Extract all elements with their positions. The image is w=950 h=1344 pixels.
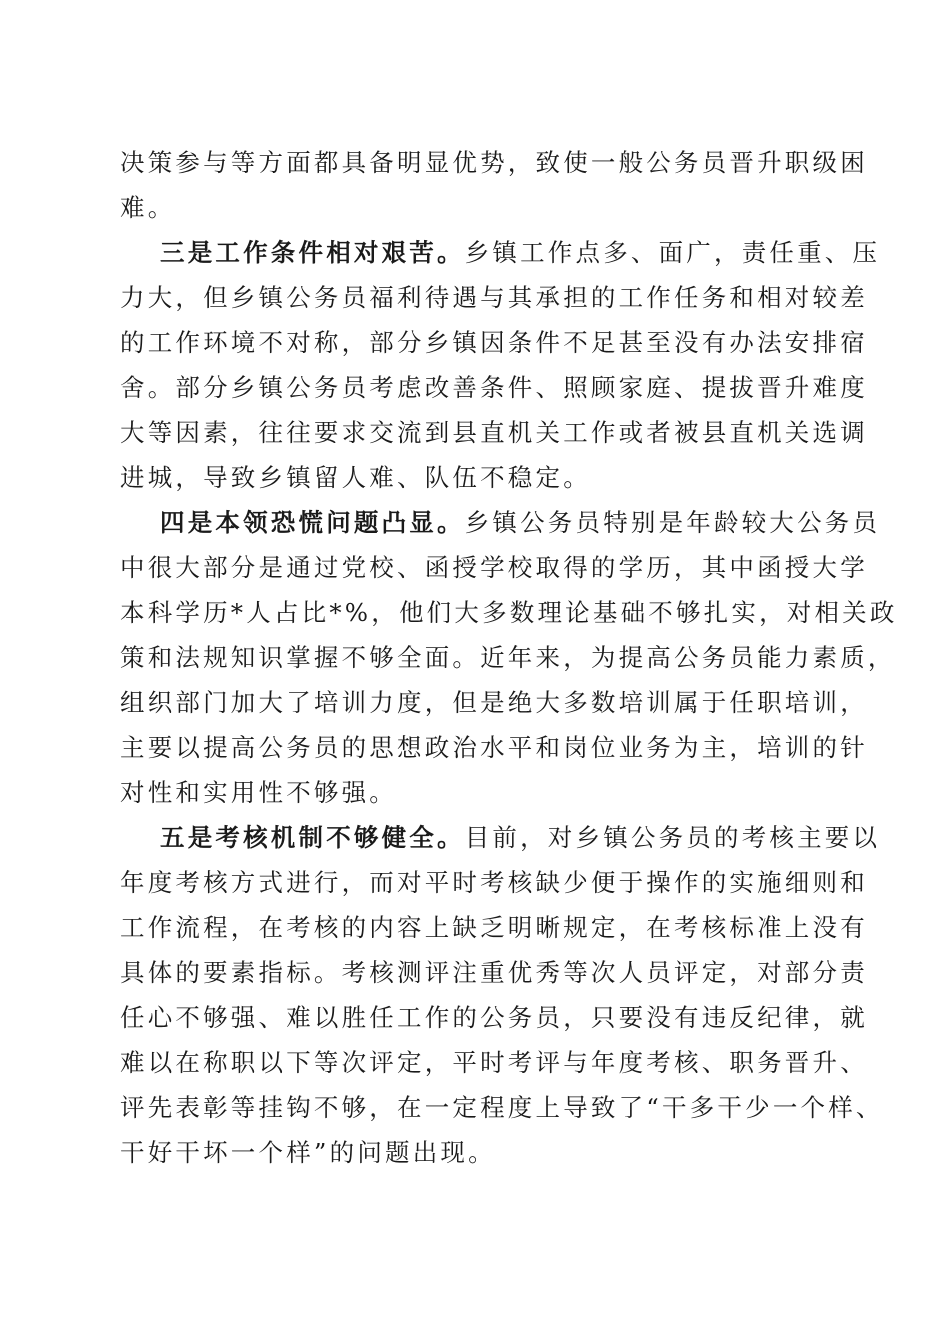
line-text: 进城，导致乡镇留人难、队伍不稳定。: [120, 463, 591, 492]
line-text: 舍。部分乡镇公务员考虑改善条件、照顾家庭、提拔晋升难度: [120, 373, 868, 402]
line-text: 乡镇工作点多、面广，责任重、压: [464, 238, 881, 267]
line-text: 策和法规知识掌握不够全面。近年来，为提高公务员能力素质，: [120, 643, 896, 672]
text-line: [120, 275, 868, 320]
text-line: [120, 950, 868, 995]
text-line: [120, 1130, 832, 1175]
line-text: 对性和实用性不够强。: [120, 778, 397, 807]
line-text: 的工作环境不对称，部分乡镇因条件不足甚至没有办法安排宿: [120, 328, 868, 357]
text-line: [120, 500, 881, 545]
text-line: [120, 770, 832, 815]
text-line: [120, 1040, 868, 1085]
text-line: [120, 725, 868, 770]
line-text: 难以在称职以下等次评定，平时考评与年度考核、职务晋升、: [120, 1048, 868, 1077]
line-text: 干好干坏一个样”的问题出现。: [120, 1138, 496, 1167]
text-line: [120, 590, 898, 635]
text-line: [120, 410, 868, 455]
text-line: [120, 815, 881, 860]
text-line: [120, 680, 868, 725]
line-text: 本科学历*人占比*%，他们大多数理论基础不够扎实，对相关政: [120, 598, 898, 627]
line-text: 难。: [120, 193, 176, 222]
paragraph-heading: 四是本领恐慌问题凸显。: [160, 508, 465, 537]
line-text: 工作流程，在考核的内容上缺乏明晰规定，在考核标准上没有: [120, 913, 868, 942]
line-text: 年度考核方式进行，而对平时考核缺少便于操作的实施细则和: [120, 868, 868, 897]
line-text: 评先表彰等挂钩不够，在一定程度上导致了“干多干少一个样、: [120, 1093, 884, 1122]
paragraph-heading: 三是工作条件相对艰苦。: [160, 238, 465, 267]
line-text: 力大，但乡镇公务员福利待遇与其承担的工作任务和相对较差: [120, 283, 868, 312]
line-text: 决策参与等方面都具备明显优势，致使一般公务员晋升职级困: [120, 148, 868, 177]
text-line: [120, 545, 868, 590]
text-line: [120, 455, 832, 500]
text-line: [120, 230, 881, 275]
text-line: [120, 185, 832, 230]
text-line: [120, 1085, 884, 1130]
paragraph-assessment-mechanism: [120, 815, 884, 1175]
body-text: [120, 140, 898, 1175]
paragraph-working-conditions: [120, 230, 881, 500]
line-text: 具体的要素指标。考核测评注重优秀等次人员评定，对部分责: [120, 958, 868, 987]
text-line: [120, 140, 868, 185]
text-line: [120, 320, 868, 365]
line-text: 乡镇公务员特别是年龄较大公务员: [464, 508, 881, 537]
line-text: 大等因素，往往要求交流到县直机关工作或者被县直机关选调: [120, 418, 868, 447]
paragraph-heading: 五是考核机制不够健全。: [160, 823, 465, 852]
paragraph-continuation: [120, 140, 868, 230]
line-text: 目前，对乡镇公务员的考核主要以: [464, 823, 881, 852]
line-text: 主要以提高公务员的思想政治水平和岗位业务为主，培训的针: [120, 733, 868, 762]
text-line: [120, 860, 868, 905]
line-text: 任心不够强、难以胜任工作的公务员，只要没有违反纪律，就: [120, 1003, 868, 1032]
line-text: 中很大部分是通过党校、函授学校取得的学历，其中函授大学: [120, 553, 868, 582]
text-line: [120, 995, 868, 1040]
text-line: [120, 905, 868, 950]
text-line: [120, 635, 896, 680]
line-text: 组织部门加大了培训力度，但是绝大多数培训属于任职培训，: [120, 688, 868, 717]
text-line: [120, 365, 868, 410]
paragraph-skills-panic: [120, 500, 898, 815]
